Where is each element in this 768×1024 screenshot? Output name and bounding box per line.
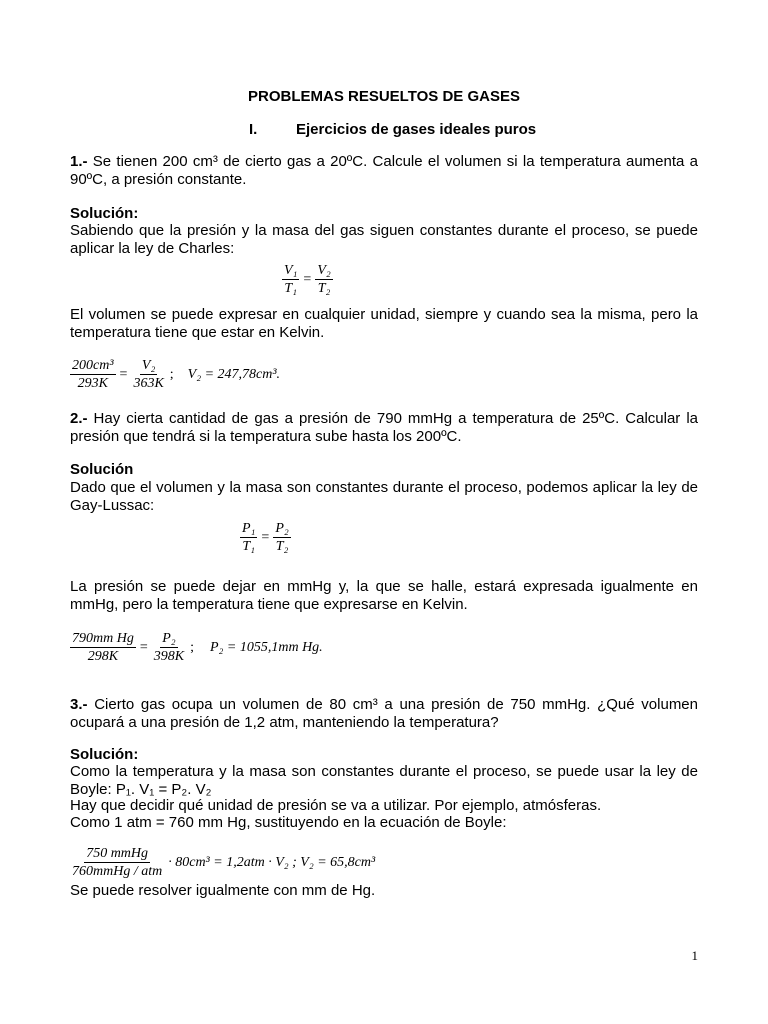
charles-law-equation: $\frac{\text{V₁}}{\text{T₁}}$ = $\frac{\text{V₂}}{\text{T₂}}$ xyxy=(284,263,331,296)
solution-text: Como la temperatura y la masa son constantes durante el proceso, se puede usar la ley de Boyle: P₁. V₁ = P₂. V₂ xyxy=(70,763,698,798)
solution-text: El volumen se puede expresar en cualquier unidad, siempre y cuando sea la misma, pero la temperatura tiene que estar en Kelvin. xyxy=(70,306,698,341)
section-number: I. xyxy=(249,121,258,138)
page-title: PROBLEMAS RESUELTOS DE GASES xyxy=(248,88,520,105)
problem-text: Se tienen 200 cm³ de cierto gas a 20ºC. Calcule el volumen si la temperatura aumenta a 90ºC, a presión constante. xyxy=(70,153,698,188)
page-number: 1 xyxy=(691,948,698,963)
problem-3-statement xyxy=(70,696,698,732)
volume-calculation: $\frac{\text{200cm³}}{293K}$ = $\frac{\text{V₂}}{363K}$ ; V₂ = 247,78cm³. xyxy=(72,358,281,391)
section-label: Ejercicios de gases ideales puros xyxy=(296,121,537,138)
solution-text: La presión se puede dejar en mmHg y, la que se halle, estará expresada igualmente en mmHg, pero la temperatura tiene que expresarse en Kelvin. xyxy=(70,578,698,613)
solution-label: Solución: xyxy=(70,746,139,763)
solution-text: Se puede resolver igualmente con mm de Hg. xyxy=(70,882,376,899)
problem-text: Hay cierta cantidad de gas a presión de 790 mmHg a temperatura de 25ºC. Calcular la presión que tendrá si la temperatura sube hasta los 200ºC. xyxy=(70,410,698,445)
solution-label: Solución: xyxy=(70,205,139,222)
problem-1-statement xyxy=(70,153,698,189)
pressure-calculation: $\frac{\text{790mm Hg}}{298K}$ = $\frac{\text{P₂}}{398K}$ ; P₂ = 1055,1mm Hg. xyxy=(72,631,323,664)
solution-text: Hay que decidir qué unidad de presión se va a utilizar. Por ejemplo, atmósferas. xyxy=(70,797,602,814)
solution-text: Dado que el volumen y la masa son constantes durante el proceso, podemos aplicar la ley de Gay-Lussac: xyxy=(70,479,698,514)
problem-number: 2.- xyxy=(70,410,88,427)
solution-text: Como 1 atm = 760 mm Hg, sustituyendo en la ecuación de Boyle: xyxy=(70,814,507,831)
problem-text: Cierto gas ocupa un volumen de 80 cm³ a una presión de 750 mmHg. ¿Qué volumen ocupará a una presión de 1,2 atm, manteniendo la temperatura? xyxy=(70,696,698,731)
section-heading xyxy=(249,121,536,138)
gay-lussac-law-equation: $\frac{\text{P₁}}{\text{T₁}}$ = $\frac{\text{P₂}}{\text{T₂}}$ xyxy=(242,521,289,554)
solution-text: Sabiendo que la presión y la masa del gas siguen constantes durante el proceso, se puede aplicar la ley de Charles: xyxy=(70,222,698,257)
boyle-calculation: $\frac{\text{750 mmHg}}{\text{760mmHg / atm}}$ · 80cm³ = 1,2atm · V₂ ; V₂ = 65,8cm³ xyxy=(72,846,376,879)
problem-number: 1.- xyxy=(70,153,88,170)
problem-2-statement xyxy=(70,410,698,446)
solution-label: Solución xyxy=(70,461,134,478)
problem-number: 3.- xyxy=(70,696,88,713)
